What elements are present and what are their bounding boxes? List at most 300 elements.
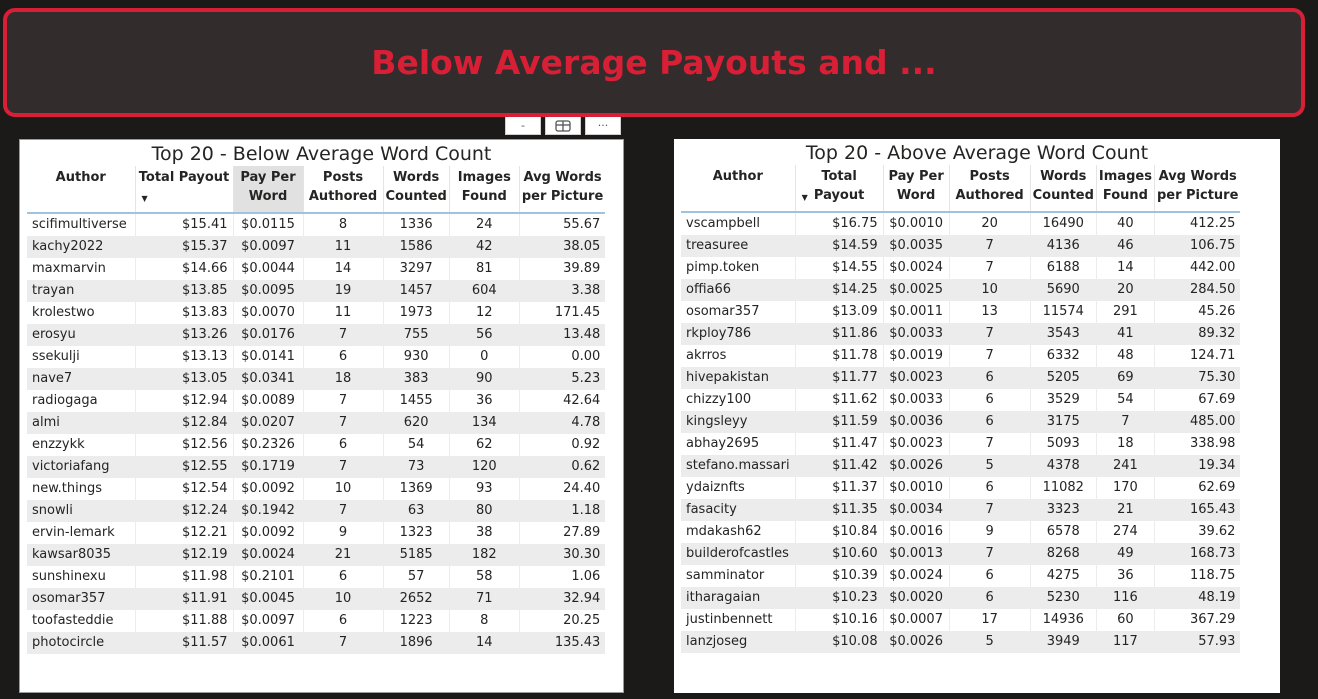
cell-words-counted: 14936: [1030, 609, 1096, 631]
cell-author: pimp.token: [681, 257, 795, 279]
cell-images-found: 38: [449, 522, 519, 544]
title-banner: [3, 8, 1305, 117]
cell-total-payout: $11.35: [795, 499, 883, 521]
table-row[interactable]: [681, 543, 1240, 565]
cell-avg-words-per-picture: 19.34: [1154, 455, 1240, 477]
cell-words-counted: 4275: [1030, 565, 1096, 587]
table-header-row: [27, 166, 605, 213]
cell-pay-per-word: $0.0026: [883, 631, 949, 653]
cell-avg-words-per-picture: 89.32: [1154, 323, 1240, 345]
cell-pay-per-word: $0.0089: [233, 390, 303, 412]
table-row[interactable]: [27, 412, 605, 434]
cell-words-counted: 3175: [1030, 411, 1096, 433]
cell-avg-words-per-picture: 3.38: [519, 280, 605, 302]
cell-images-found: 56: [449, 324, 519, 346]
cell-posts-authored: 7: [303, 500, 383, 522]
table-row[interactable]: [27, 213, 605, 236]
cell-pay-per-word: $0.0023: [883, 367, 949, 389]
col-header-total-payout[interactable]: Total Payout ▼: [795, 165, 883, 212]
cell-avg-words-per-picture: 0.62: [519, 456, 605, 478]
cell-words-counted: 6188: [1030, 257, 1096, 279]
table-row[interactable]: [27, 632, 605, 654]
cell-images-found: 71: [449, 588, 519, 610]
cell-avg-words-per-picture: 412.25: [1189, 216, 1236, 231]
col-header-avg-words-per-picture[interactable]: Avg Words per Picture: [1156, 169, 1239, 203]
cell-avg-words-per-picture: 42.64: [563, 393, 601, 408]
cell-avg-words-per-picture: 135.43: [519, 632, 605, 654]
cell-author: rkploy786: [681, 323, 795, 345]
cell-images-found: 117: [1096, 631, 1154, 653]
table-row[interactable]: [27, 566, 605, 588]
cell-posts-authored: 7: [303, 412, 383, 434]
cell-author: erosyu: [27, 324, 135, 346]
col-header-posts-authored[interactable]: Posts Authored: [303, 166, 383, 213]
table-row[interactable]: [681, 212, 1240, 235]
cell-author: itharagaian: [681, 587, 795, 609]
cell-pay-per-word: $0.0010: [883, 212, 949, 235]
cell-avg-words-per-picture: 367.29: [1189, 612, 1236, 627]
cell-total-payout: $11.42: [795, 455, 883, 477]
cell-images-found: 69: [1096, 367, 1154, 389]
table-row[interactable]: [27, 324, 605, 346]
cell-posts-authored: 6: [949, 587, 1030, 609]
cell-avg-words-per-picture: 67.69: [1198, 392, 1236, 407]
cell-total-payout: $11.88: [135, 610, 233, 632]
cell-total-payout: $12.56: [135, 434, 233, 456]
cell-total-payout: $10.16: [795, 609, 883, 631]
cell-posts-authored: 7: [949, 499, 1030, 521]
cell-author: kawsar8035: [27, 544, 135, 566]
cell-author: scifimultiverse: [27, 213, 135, 236]
cell-author: trayan: [27, 280, 135, 302]
table-row[interactable]: [27, 236, 605, 258]
cell-images-found: 80: [449, 500, 519, 522]
table-row[interactable]: [27, 456, 605, 478]
cell-images-found: 14: [449, 632, 519, 654]
cell-author: offia66: [681, 279, 795, 301]
cell-author: kingsleyy: [681, 411, 795, 433]
cell-avg-words-per-picture: 284.50: [1154, 279, 1240, 301]
cell-words-counted: 3949: [1030, 631, 1096, 653]
cell-words-counted: 6578: [1030, 521, 1096, 543]
cell-posts-authored: 18: [303, 368, 383, 390]
table-row[interactable]: [681, 257, 1240, 279]
table-row[interactable]: [27, 500, 605, 522]
cell-total-payout: $15.37: [135, 236, 233, 258]
table-row[interactable]: [681, 279, 1240, 301]
col-header-posts-authored[interactable]: Posts Authored: [949, 165, 1030, 212]
cell-author: new.things: [27, 478, 135, 500]
cell-words-counted: 3543: [1030, 323, 1096, 345]
cell-author: kachy2022: [27, 236, 135, 258]
cell-words-counted: 3529: [1030, 389, 1096, 411]
cell-pay-per-word: $0.0092: [233, 522, 303, 544]
cell-words-counted: 1455: [383, 390, 449, 412]
cell-words-counted: 383: [383, 368, 449, 390]
cell-posts-authored: 6: [949, 565, 1030, 587]
cell-pay-per-word: $0.1942: [233, 500, 303, 522]
cell-avg-words-per-picture: 338.98: [1189, 436, 1236, 451]
cell-posts-authored: 7: [303, 632, 383, 654]
cell-images-found: 48: [1096, 345, 1154, 367]
cell-author: vscampbell: [681, 212, 795, 235]
cell-pay-per-word: $0.0061: [233, 632, 303, 654]
cell-total-payout: $15.41: [135, 213, 233, 236]
cell-pay-per-word: $0.0023: [883, 433, 949, 455]
table-row[interactable]: [27, 390, 605, 412]
cell-avg-words-per-picture: 27.89: [563, 525, 601, 540]
cell-avg-words-per-picture: 55.67: [563, 217, 601, 232]
cell-images-found: 116: [1096, 587, 1154, 609]
cell-author: osomar357: [681, 301, 795, 323]
cell-avg-words-per-picture: 57.93: [1154, 631, 1240, 653]
cell-posts-authored: 7: [949, 543, 1030, 565]
table-row[interactable]: [27, 522, 605, 544]
col-header-pay-per-word[interactable]: Pay Per Word: [883, 165, 949, 212]
table-row[interactable]: [27, 588, 605, 610]
cell-total-payout: $12.84: [135, 412, 233, 434]
cell-avg-words-per-picture: 1.18: [519, 500, 605, 522]
cell-avg-words-per-picture: 1.06: [571, 569, 601, 584]
cell-posts-authored: 13: [949, 301, 1030, 323]
cell-images-found: 60: [1096, 609, 1154, 631]
right-table-title: Top 20 - Above Average Word Count: [805, 142, 1149, 164]
filter-icon[interactable]: -: [505, 117, 541, 135]
table-row[interactable]: [681, 499, 1240, 521]
cell-author: osomar357: [27, 588, 135, 610]
cell-images-found: 8: [449, 610, 519, 632]
cell-words-counted: 2652: [383, 588, 449, 610]
table-row[interactable]: [27, 280, 605, 302]
cell-avg-words-per-picture: 38.05: [519, 236, 605, 258]
cell-author: mdakash62: [681, 521, 795, 543]
col-header-images-found[interactable]: Images Found: [449, 166, 519, 213]
table-row[interactable]: [27, 434, 605, 456]
cell-total-payout: $13.83: [135, 302, 233, 324]
cell-images-found: 49: [1096, 543, 1154, 565]
cell-posts-authored: 11: [303, 302, 383, 324]
cell-words-counted: 5690: [1030, 279, 1096, 301]
cell-images-found: 81: [449, 258, 519, 280]
focus-mode-icon[interactable]: [545, 117, 581, 135]
cell-pay-per-word: $0.0024: [883, 565, 949, 587]
cell-author: justinbennett: [681, 609, 795, 631]
table-row[interactable]: [681, 345, 1240, 367]
cell-avg-words-per-picture: 5.23: [519, 368, 605, 390]
table-row[interactable]: [681, 389, 1240, 411]
cell-images-found: 604: [449, 280, 519, 302]
cell-avg-words-per-picture: 39.62: [1198, 524, 1236, 539]
cell-pay-per-word: $0.0019: [883, 345, 949, 367]
cell-words-counted: 4378: [1030, 455, 1096, 477]
cell-posts-authored: 7: [949, 433, 1030, 455]
cell-pay-per-word: $0.0341: [233, 368, 303, 390]
cell-words-counted: 1323: [383, 522, 449, 544]
cell-pay-per-word: $0.0207: [233, 412, 303, 434]
cell-total-payout: $14.25: [795, 279, 883, 301]
cell-pay-per-word: $0.0024: [883, 257, 949, 279]
cell-images-found: 24: [449, 213, 519, 236]
cell-avg-words-per-picture: 30.30: [519, 544, 605, 566]
cell-author: samminator: [681, 565, 795, 587]
cell-posts-authored: 9: [949, 521, 1030, 543]
cell-posts-authored: 10: [303, 478, 383, 500]
cell-total-payout: $11.91: [135, 588, 233, 610]
cell-avg-words-per-picture: 106.75: [1154, 235, 1240, 257]
cell-words-counted: 1223: [383, 610, 449, 632]
cell-author: builderofcastles: [681, 543, 795, 565]
cell-images-found: 170: [1096, 477, 1154, 499]
cell-images-found: 12: [449, 302, 519, 324]
cell-total-payout: $11.59: [795, 411, 883, 433]
cell-words-counted: 5185: [383, 544, 449, 566]
cell-avg-words-per-picture: 485.00: [1154, 411, 1240, 433]
cell-pay-per-word: $0.0011: [883, 301, 949, 323]
cell-author: nave7: [27, 368, 135, 390]
table-row[interactable]: [681, 235, 1240, 257]
cell-images-found: 274: [1096, 521, 1154, 543]
cell-avg-words-per-picture: 20.25: [563, 613, 601, 628]
cell-avg-words-per-picture: 4.78: [519, 412, 605, 434]
col-header-pay-per-word[interactable]: Pay Per Word: [233, 166, 303, 213]
cell-posts-authored: 7: [303, 324, 383, 346]
cell-pay-per-word: $0.0034: [883, 499, 949, 521]
cell-words-counted: 620: [383, 412, 449, 434]
cell-total-payout: $13.13: [135, 346, 233, 368]
cell-images-found: 36: [1096, 565, 1154, 587]
cell-author: enzzykk: [27, 434, 135, 456]
cell-pay-per-word: $0.0007: [883, 609, 949, 631]
cell-words-counted: 5093: [1030, 433, 1096, 455]
cell-avg-words-per-picture: 171.45: [554, 305, 601, 320]
cell-pay-per-word: $0.0024: [233, 544, 303, 566]
cell-author: almi: [27, 412, 135, 434]
table-row[interactable]: [681, 477, 1240, 499]
cell-images-found: 18: [1096, 433, 1154, 455]
cell-author: stefano.massari: [681, 455, 795, 477]
cell-posts-authored: 7: [949, 235, 1030, 257]
cell-total-payout: $11.37: [795, 477, 883, 499]
cell-words-counted: 5230: [1030, 587, 1096, 609]
cell-posts-authored: 6: [949, 367, 1030, 389]
cell-avg-words-per-picture: 168.73: [1154, 543, 1240, 565]
cell-words-counted: 5205: [1030, 367, 1096, 389]
table-row[interactable]: [27, 610, 605, 632]
cell-posts-authored: 9: [303, 522, 383, 544]
cell-pay-per-word: $0.0097: [233, 610, 303, 632]
cell-avg-words-per-picture: 13.48: [519, 324, 605, 346]
cell-words-counted: 4136: [1030, 235, 1096, 257]
cell-total-payout: $11.77: [795, 367, 883, 389]
table-header-row: [681, 165, 1240, 212]
cell-posts-authored: 21: [303, 544, 383, 566]
cell-posts-authored: 6: [949, 411, 1030, 433]
cell-images-found: 241: [1096, 455, 1154, 477]
cell-images-found: 40: [1096, 212, 1154, 235]
cell-author: sunshinexu: [27, 566, 135, 588]
table-row[interactable]: [681, 587, 1240, 609]
table-row[interactable]: [681, 609, 1240, 631]
cell-words-counted: 6332: [1030, 345, 1096, 367]
cell-words-counted: 1457: [383, 280, 449, 302]
cell-avg-words-per-picture: 165.43: [1154, 499, 1240, 521]
cell-avg-words-per-picture: 75.30: [1154, 367, 1240, 389]
cell-words-counted: 3297: [383, 258, 449, 280]
table-row[interactable]: [27, 478, 605, 500]
cell-pay-per-word: $0.0115: [233, 213, 303, 236]
visual-header-toolbar: [505, 117, 623, 135]
cell-pay-per-word: $0.0095: [233, 280, 303, 302]
cell-author: ydaiznfts: [681, 477, 795, 499]
cell-posts-authored: 5: [949, 455, 1030, 477]
cell-author: ervin-lemark: [27, 522, 135, 544]
cell-images-found: 0: [449, 346, 519, 368]
cell-words-counted: 1973: [383, 302, 449, 324]
cell-avg-words-per-picture: 24.40: [563, 481, 601, 496]
cell-total-payout: $11.47: [795, 433, 883, 455]
col-header-images-found[interactable]: Images Found: [1096, 165, 1154, 212]
cell-images-found: 134: [449, 412, 519, 434]
cell-avg-words-per-picture: 32.94: [519, 588, 605, 610]
cell-pay-per-word: $0.0020: [883, 587, 949, 609]
cell-posts-authored: 7: [949, 345, 1030, 367]
cell-total-payout: $13.05: [135, 368, 233, 390]
cell-total-payout: $11.57: [135, 632, 233, 654]
cell-pay-per-word: $0.0035: [883, 235, 949, 257]
cell-words-counted: 1369: [383, 478, 449, 500]
table-row[interactable]: [681, 565, 1240, 587]
cell-images-found: 41: [1096, 323, 1154, 345]
cell-author: chizzy100: [681, 389, 795, 411]
cell-total-payout: $13.09: [795, 301, 883, 323]
cell-words-counted: 16490: [1030, 212, 1096, 235]
cell-avg-words-per-picture: 0.00: [571, 349, 601, 364]
table-row[interactable]: [681, 455, 1240, 477]
table-row[interactable]: [681, 411, 1240, 433]
cell-posts-authored: 7: [303, 456, 383, 478]
table-row[interactable]: [27, 544, 605, 566]
cell-posts-authored: 7: [303, 390, 383, 412]
cell-pay-per-word: $0.0025: [883, 279, 949, 301]
cell-author: abhay2695: [681, 433, 795, 455]
col-header-author[interactable]: Author: [27, 166, 135, 213]
cell-total-payout: $12.94: [135, 390, 233, 412]
table-row[interactable]: [27, 258, 605, 280]
cell-posts-authored: 19: [303, 280, 383, 302]
cell-words-counted: 73: [383, 456, 449, 478]
cell-pay-per-word: $0.0176: [233, 324, 303, 346]
table-row[interactable]: [27, 346, 605, 368]
cell-images-found: 14: [1096, 257, 1154, 279]
cell-posts-authored: 20: [949, 212, 1030, 235]
cell-author: lanzjoseg: [681, 631, 795, 653]
cell-pay-per-word: $0.0033: [883, 323, 949, 345]
cell-author: toofasteddie: [27, 610, 135, 632]
cell-images-found: 21: [1096, 499, 1154, 521]
cell-words-counted: 54: [383, 434, 449, 456]
table-row[interactable]: [27, 368, 605, 390]
cell-pay-per-word: $0.2326: [233, 434, 303, 456]
cell-images-found: 46: [1096, 235, 1154, 257]
cell-images-found: 54: [1096, 389, 1154, 411]
cell-author: akrros: [681, 345, 795, 367]
col-header-words-counted[interactable]: Words Counted: [1030, 165, 1096, 212]
cell-words-counted: 11574: [1030, 301, 1096, 323]
cell-images-found: 42: [449, 236, 519, 258]
cell-avg-words-per-picture: 124.71: [1189, 348, 1236, 363]
sort-desc-icon: ▼: [141, 194, 148, 203]
cell-author: hivepakistan: [681, 367, 795, 389]
above-average-table-visual: [674, 139, 1280, 693]
cell-total-payout: $11.78: [795, 345, 883, 367]
cell-posts-authored: 6: [949, 477, 1030, 499]
cell-words-counted: 930: [383, 346, 449, 368]
col-header-words-counted[interactable]: Words Counted: [383, 166, 449, 213]
table-row[interactable]: [681, 433, 1240, 455]
cell-posts-authored: 6: [949, 389, 1030, 411]
table-row[interactable]: [681, 301, 1240, 323]
cell-words-counted: 1336: [383, 213, 449, 236]
cell-total-payout: $13.26: [135, 324, 233, 346]
table-row[interactable]: [27, 302, 605, 324]
cell-pay-per-word: $0.0092: [233, 478, 303, 500]
cell-total-payout: $14.59: [795, 235, 883, 257]
cell-words-counted: 755: [383, 324, 449, 346]
cell-author: radiogaga: [27, 390, 135, 412]
cell-author: ssekulji: [27, 346, 135, 368]
cell-total-payout: $10.23: [795, 587, 883, 609]
cell-words-counted: 1586: [383, 236, 449, 258]
cell-pay-per-word: $0.0141: [233, 346, 303, 368]
cell-pay-per-word: $0.0026: [883, 455, 949, 477]
cell-author: photocircle: [27, 632, 135, 654]
cell-posts-authored: 17: [949, 609, 1030, 631]
table-row[interactable]: [681, 323, 1240, 345]
cell-author: fasacity: [681, 499, 795, 521]
cell-words-counted: 1896: [383, 632, 449, 654]
cell-total-payout: $13.85: [135, 280, 233, 302]
cell-posts-authored: 10: [303, 588, 383, 610]
cell-author: snowli: [27, 500, 135, 522]
cell-pay-per-word: $0.0016: [883, 521, 949, 543]
cell-images-found: 90: [449, 368, 519, 390]
cell-words-counted: 57: [383, 566, 449, 588]
table-row[interactable]: [681, 631, 1240, 653]
cell-total-payout: $10.84: [795, 521, 883, 543]
table-row[interactable]: [681, 367, 1240, 389]
above-average-table: [681, 165, 1240, 653]
col-header-total-payout[interactable]: Total Payout ▼: [135, 166, 233, 213]
cell-total-payout: $10.39: [795, 565, 883, 587]
cell-avg-words-per-picture: 62.69: [1198, 480, 1236, 495]
col-header-avg-words-per-picture[interactable]: Avg Words per Picture: [521, 170, 604, 204]
cell-total-payout: $12.19: [135, 544, 233, 566]
cell-avg-words-per-picture: 39.89: [563, 261, 601, 276]
cell-total-payout: $11.98: [135, 566, 233, 588]
cell-total-payout: $16.75: [795, 212, 883, 235]
more-options-icon[interactable]: ···: [585, 117, 621, 135]
cell-total-payout: $12.24: [135, 500, 233, 522]
col-header-author[interactable]: Author: [681, 165, 795, 212]
cell-author: treasuree: [681, 235, 795, 257]
table-row[interactable]: [681, 521, 1240, 543]
cell-posts-authored: 10: [949, 279, 1030, 301]
cell-avg-words-per-picture: 48.19: [1154, 587, 1240, 609]
cell-posts-authored: 8: [303, 213, 383, 236]
cell-avg-words-per-picture: 45.26: [1198, 304, 1236, 319]
cell-total-payout: $14.66: [135, 258, 233, 280]
cell-posts-authored: 6: [303, 346, 383, 368]
